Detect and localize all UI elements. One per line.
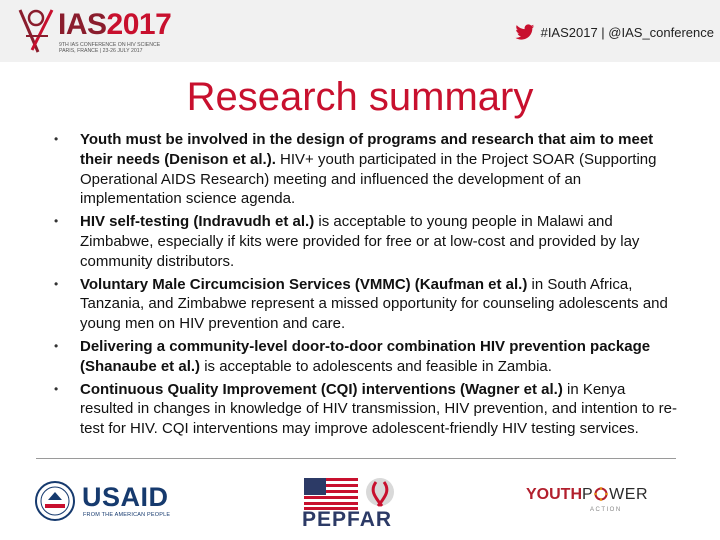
ias-logo-title: IAS2017 — [58, 8, 172, 41]
list-item: • Youth must be involved in the design of programs and research that aim to meet their needs (Denison et al.). HIV+ youth participated in the Project SOAR (Supporting Operational AIDS Research) meeting and influenced the development of an implementation science agenda. — [54, 131, 657, 208]
youthpower-wordmark: YOUTHP WER — [526, 486, 648, 503]
twitter-icon — [515, 24, 535, 41]
youthpower-logo — [526, 486, 696, 520]
bullet-icon: • — [54, 338, 59, 353]
pepfar-logo — [300, 476, 410, 534]
bullet-icon: • — [54, 276, 59, 291]
youthpower-subtitle: ACTION — [590, 507, 622, 513]
usaid-seal-icon — [34, 480, 76, 522]
ias-logo — [14, 6, 174, 58]
list-item: • Continuous Quality Improvement (CQI) interventions (Wagner et al.) in Kenya resulted in changes in knowledge of HIV transmission, HIV prevention, and intention to re-test for HIV. CQI interventions may improve adolescent-friendly HIV testing services. — [54, 380, 677, 438]
list-item: • HIV self-testing (Indravudh et al.) is acceptable to young people in Malawi and Zimbabwe, especially if kits were provided for free or at low-cost and provided by lay community distributors. — [54, 213, 640, 270]
pepfar-ribbon-icon — [360, 476, 400, 512]
bullet-icon: • — [54, 381, 59, 396]
youthpower-o-icon — [594, 487, 608, 501]
slide-title: Research summary — [186, 75, 534, 119]
ias-logo-subtitle: 9TH IAS CONFERENCE ON HIV SCIENCE PARIS, FRANCE | 23-26 JULY 2017 — [59, 42, 161, 54]
header-band — [0, 0, 720, 62]
bullet-icon: • — [54, 214, 59, 229]
pepfar-wordmark: PEPFAR — [302, 508, 393, 531]
usaid-wordmark: USAID — [82, 482, 169, 512]
footer-divider — [36, 458, 676, 459]
list-item: • Voluntary Male Circumcision Services (VMMC) (Kaufman et al.) in South Africa, Tanzania, and Zimbabwe represent a missed opportunity for counseling adolescents and young men on HIV prevention and care. — [54, 275, 668, 333]
usaid-tagline: FROM THE AMERICAN PEOPLE — [83, 512, 171, 518]
list-item: • Delivering a community-level door-to-door combination HIV prevention package (Shanaube et al.) is acceptable to adolescents and feasible in Zambia. — [54, 337, 651, 375]
bullet-icon: • — [54, 132, 59, 146]
hashtag-text: #IAS2017 | @IAS_conference — [540, 24, 714, 40]
usaid-logo — [34, 480, 169, 522]
bullet-list — [54, 130, 680, 442]
ias-logo-icon — [14, 6, 58, 56]
conference-hashtag — [515, 22, 714, 42]
us-flag-icon — [304, 478, 358, 510]
